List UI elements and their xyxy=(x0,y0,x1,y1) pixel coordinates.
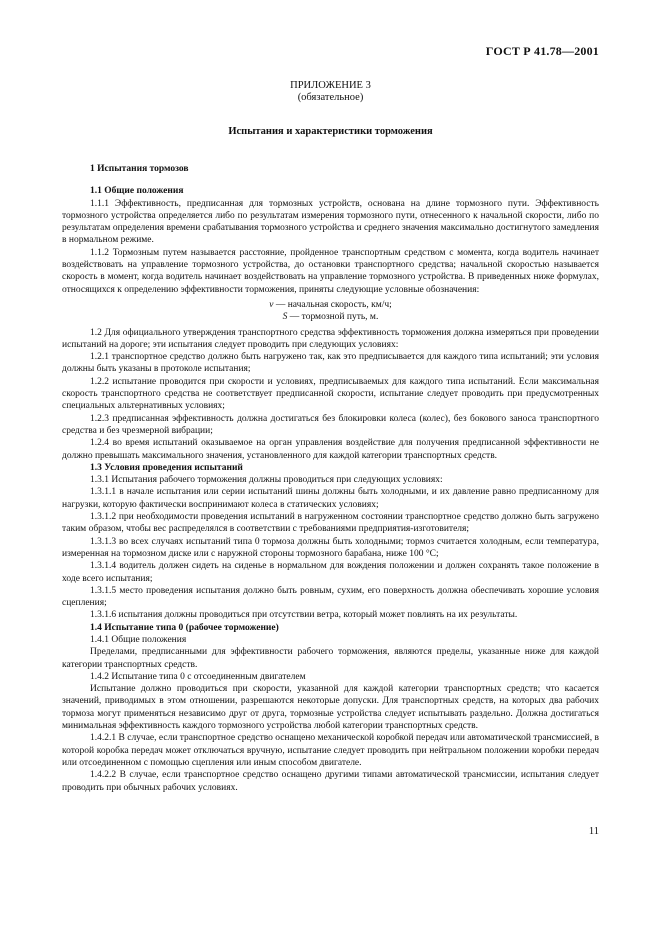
paragraph-1-4-1-text: Пределами, предписанными для эффективности рабочего торможения, являются пределы, указанные ниже для каждой категории транспортных средств. xyxy=(62,647,599,670)
paragraph-1-3-1-3: 1.3.1.3 во всех случаях испытаний типа 0 тормоза должны быть холодными; тормоз считается холодным, если температура, измеренная на тормозном диске или с наружной стороны тормозного барабана, ниже 100 °С; xyxy=(62,536,599,559)
paragraph-1-4-1: 1.4.1 Общие положения xyxy=(90,634,187,645)
formula-s-text: — тормозной путь, м. xyxy=(287,312,379,323)
standard-number: ГОСТ Р 41.78—2001 xyxy=(485,44,599,58)
paragraph-1-1-1: 1.1.1 Эффективность, предписанная для тормозных устройств, основана на длине тормозного пути. Эффективность тормозного устройства определяется либо по результатам измерения тормозного пути, отнесенного к начальной скорости, либо по результатам определения времени срабатывания тормозного устройства и среднего значения максимально достигнутого замедления в нормальном режиме. xyxy=(62,198,599,246)
formula-line-v xyxy=(269,300,392,310)
paragraph-1-3-1-6: 1.3.1.6 испытания должны проводиться при отсутствии ветра, который может повлиять на их результаты. xyxy=(90,610,518,621)
paragraph-1-2-4: 1.2.4 во время испытаний оказываемое на орган управления воздействие для получения предписанной эффективности не должно превышать максимального значения, установленного для каждой категории транспортных средств. xyxy=(62,438,599,461)
paragraph-1-3-1-2: 1.3.1.2 при необходимости проведения испытаний в нагруженном состоянии транспортное средство должно быть загружено таким образом, чтобы вес распределялся в соответствии с требованиями предприятия-изготовителя; xyxy=(62,512,599,535)
document-body xyxy=(62,163,599,794)
paragraph-1-2-1: 1.2.1 транспортное средство должно быть нагружено так, как это предписывается для каждого типа испытаний; эти условия должны быть указаны в протоколе испытания; xyxy=(62,352,599,375)
heading-1-1: 1.1 Общие положения xyxy=(90,186,184,197)
paragraph-1-3-1-4: 1.3.1.4 водитель должен сидеть на сиденье в нормальном для вождения положении и должен сохранять такое положение в ходе всего испытания; xyxy=(62,561,599,584)
paragraph-1-4-2-1: 1.4.2.1 В случае, если транспортное средство оснащено механической коробкой передач или автоматической трансмиссией, в которой коробка передач может отключаться вручную, испытание следует проводить при нейтральном положении коробки передач или отсоединенном с помощью сцепления или иным способом двигателе. xyxy=(62,733,599,768)
appendix-status: (обязательное) xyxy=(297,92,364,103)
paragraph-1-2: 1.2 Для официального утверждения транспортного средства эффективность торможения должна измеряться при проведении испытаний на дороге; эти испытания следует проводить при следующих условиях: xyxy=(62,327,599,350)
paragraph-1-4-2-text: Испытание должно проводиться при скорости, указанной для каждой категории транспортных средств; что касается значений, приводимых в этом отношении, разрешаются некоторые допуски. Для транспортных средств, на которых два рабочих тормоза могут применяться независимо друг от друга, тормозные устройства следует испытывать раздельно. Должна достигаться минимальная эффективность каждого тормозного устройства любой категории транспортных средств. xyxy=(62,684,599,732)
section-title: Испытания и характеристики торможения xyxy=(228,126,433,137)
formula-legend xyxy=(62,299,599,324)
heading-1-4: 1.4 Испытание типа 0 (рабочее торможение) xyxy=(90,622,279,633)
page-number: 11 xyxy=(588,826,599,837)
paragraph-1-1-2: 1.1.2 Тормозным путем называется расстояние, пройденное транспортным средством с момента, когда водитель начинает воздействовать на управление тормозного устройства, до остановки транспортного средства; начальной скоростью называется скорость в момент, когда водитель начинает воздействовать на управление тормозного устройства. В приведенных ниже формулах, относящихся к определению эффективности торможения, приняты следующие условные обозначения: xyxy=(62,247,599,295)
heading-1-3: 1.3 Условия проведения испытаний xyxy=(90,462,243,473)
symbol-v: v xyxy=(269,299,274,310)
paragraph-1-3-1: 1.3.1 Испытания рабочего торможения должны проводиться при следующих условиях: xyxy=(90,475,443,486)
paragraph-1-2-3: 1.2.3 предписанная эффективность должна достигаться без блокировки колеса (колес), без бокового заноса транспортного средства и без чрезмерной вибрации; xyxy=(62,413,599,436)
heading-1: 1 Испытания тормозов xyxy=(90,164,189,174)
paragraph-1-2-2: 1.2.2 испытание проводится при скорости и условиях, предписываемых для каждого типа испытаний. Если максимальная скорость транспортного средства не соответствует предписанной скорости, испытание следует проводить при предусмотренных специальных альтернативных условиях; xyxy=(62,376,599,412)
paragraph-1-4-2: 1.4.2 Испытание типа 0 с отсоединенным двигателем xyxy=(90,671,306,682)
paragraph-1-3-1-1: 1.3.1.1 в начале испытания или серии испытаний шины должны быть холодными, и их давление равно предписанному для нагрузки, которую фактически воспринимают колеса в статических условиях; xyxy=(62,487,599,510)
paragraph-1-4-2-2: 1.4.2.2 В случае, если транспортное средство оснащено другими типами автоматической трансмиссии, испытания следует проводить при обычных рабочих условиях. xyxy=(62,770,599,793)
symbol-s: S xyxy=(282,312,288,323)
paragraph-1-3-1-5: 1.3.1.5 место проведения испытания должно быть ровным, сухим, его поверхность должна обеспечивать хорошие условия сцепления; xyxy=(62,585,599,609)
appendix-label: ПРИЛОЖЕНИЕ 3 xyxy=(290,80,371,91)
formula-v-text: — начальная скорость, км/ч; xyxy=(273,299,392,310)
formula-line-s xyxy=(283,312,379,322)
appendix-heading xyxy=(0,80,661,104)
